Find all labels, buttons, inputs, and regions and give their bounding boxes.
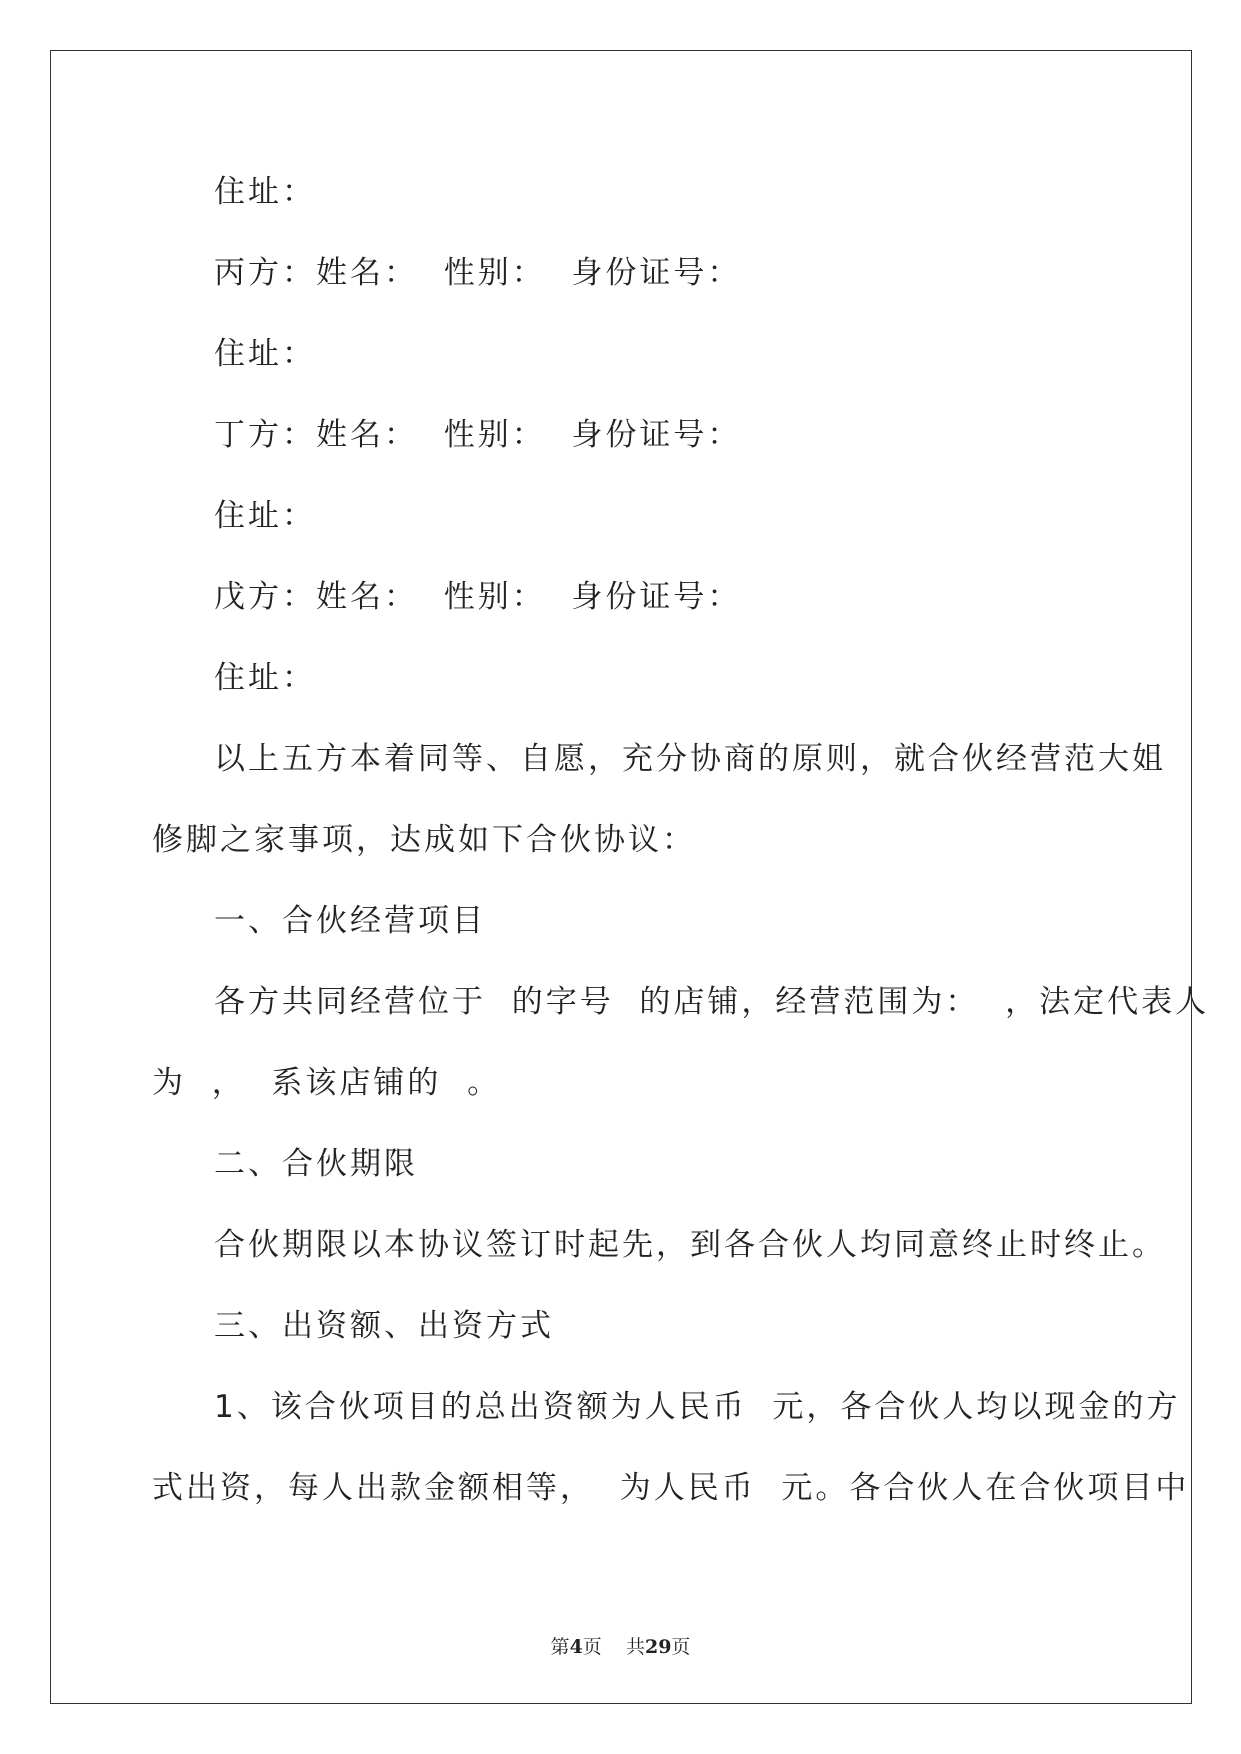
page-border bbox=[50, 50, 1192, 1704]
address-line-party-c: 住址： bbox=[214, 336, 316, 372]
section-1-paragraph-line-2: 为 ， 系该店铺的 。 bbox=[152, 1065, 502, 1101]
party-c-info-line: 丙方：姓名： 性别： 身份证号： bbox=[214, 255, 742, 291]
party-d-info-line: 丁方：姓名： 性别： 身份证号： bbox=[214, 417, 742, 453]
section-3-paragraph-line-2: 式出资，每人出款金额相等， 为人民币 元。各合伙人在合伙项目中 bbox=[152, 1470, 1190, 1506]
address-line-party-d: 住址： bbox=[214, 498, 316, 534]
preamble-paragraph-line-1: 以上五方本着同等、自愿，充分协商的原则，就合伙经营范大姐 bbox=[214, 741, 1166, 777]
footer-suffix: 页 bbox=[671, 1636, 691, 1658]
section-3-paragraph-line-1: 1、该合伙项目的总出资额为人民币 元，各合伙人均以现金的方 bbox=[214, 1389, 1181, 1425]
section-1-paragraph-line-1: 各方共同经营位于 的字号 的店铺，经营范围为： ，法定代表人 bbox=[214, 984, 1210, 1020]
page-footer bbox=[0, 1632, 1241, 1659]
section-heading-1: 一、合伙经营项目 bbox=[214, 903, 486, 939]
section-heading-2: 二、合伙期限 bbox=[214, 1146, 418, 1182]
section-2-paragraph: 合伙期限以本协议签订时起先，到各合伙人均同意终止时终止。 bbox=[214, 1227, 1166, 1263]
current-page-number: 4 bbox=[569, 1636, 583, 1658]
section-heading-3: 三、出资额、出资方式 bbox=[214, 1308, 554, 1344]
preamble-paragraph-line-2: 修脚之家事项，达成如下合伙协议： bbox=[152, 822, 696, 858]
footer-middle: 页 共 bbox=[582, 1636, 645, 1658]
total-page-count: 29 bbox=[644, 1636, 672, 1658]
footer-prefix: 第 bbox=[550, 1636, 570, 1658]
address-line-party-e: 住址： bbox=[214, 660, 316, 696]
address-line-party-b: 住址： bbox=[214, 174, 316, 210]
party-e-info-line: 戊方：姓名： 性别： 身份证号： bbox=[214, 579, 742, 615]
